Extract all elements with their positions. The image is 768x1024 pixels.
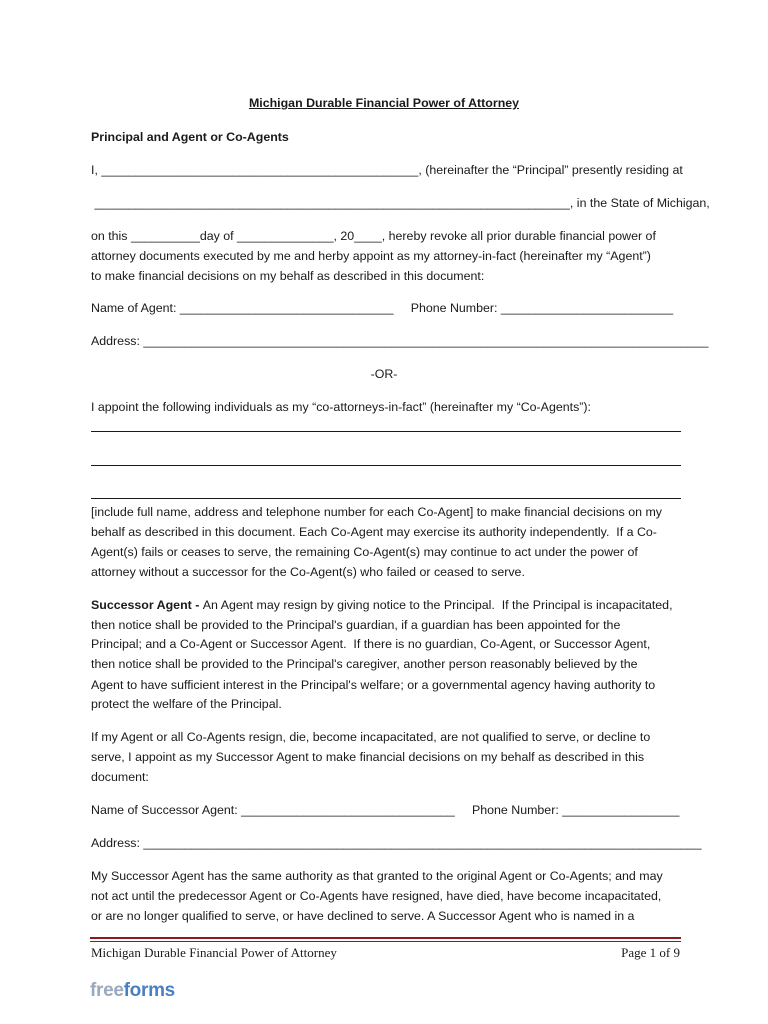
agent-name-line: Name of Agent: _______________________________ Phone Number: _________________________ [91, 301, 674, 315]
footer-rule-thin [90, 941, 681, 942]
successor-line-1 [91, 595, 691, 615]
authority-line-1: My Successor Agent has the same authority as that granted to the original Agent or Co-Agents; and may [91, 869, 663, 883]
coagents-para-2: behalf as described in this document. Each Co-Agent may exercise its authority independently. If a Co- [91, 525, 657, 539]
or-separator: -OR- [370, 367, 398, 381]
footer-rule-thick [90, 937, 681, 939]
authority-line-2: not act until the predecessor Agent or Co-Agents have resigned, have died, have become incapacitated, [91, 889, 662, 903]
successor-address-line: Address: _________________________________________________________________________________ [91, 836, 702, 850]
coagent-blank-line-1 [91, 431, 681, 432]
coagent-blank-line-2 [91, 465, 681, 466]
document-title: Michigan Durable Financial Power of Attorney [248, 96, 520, 110]
successor-name-line: Name of Successor Agent: _______________________________ Phone Number: _________________ [91, 803, 680, 817]
successor-text-1: An Agent may resign by giving notice to the Principal. If the Principal is incapacitated, [202, 598, 673, 612]
coagents-para-3: Agent(s) fails or ceases to serve, the remaining Co-Agent(s) may continue to act under the power of [91, 545, 638, 559]
agent-address-line: Address: __________________________________________________________________________________ [91, 334, 709, 348]
successor-line-6: protect the welfare of the Principal. [91, 697, 282, 711]
successor-line-4: then notice shall be provided to the Principal's caregiver, another person reasonably believed by the [91, 657, 638, 671]
principal-line-1: I, ______________________________________________, (hereinafter the “Principal” presently residing at [91, 163, 683, 177]
footer-page-number: Page 1 of 9 [621, 945, 680, 960]
successor-label: Successor Agent - [91, 598, 203, 612]
principal-line-2: _____________________________________________________________________, in the State of Michigan, [91, 196, 710, 210]
resign-line-3: document: [91, 770, 149, 784]
logo-part-forms: forms [123, 980, 175, 1001]
resign-line-1: If my Agent or all Co-Agents resign, die, become incapacitated, are not qualified to serve, or decline to [91, 730, 651, 744]
successor-line-5: Agent to have sufficient interest in the Principal's welfare; or a governmental agency having authority to [91, 678, 656, 692]
coagents-para-1: [include full name, address and telephone number for each Co-Agent] to make financial decisions on my [91, 505, 662, 519]
date-line-2: attorney documents executed by me and herby appoint as my attorney-in-fact (hereinafter my “Agent”) [91, 249, 651, 263]
coagent-blank-line-3 [91, 498, 681, 499]
freeforms-logo[interactable] [90, 979, 175, 1003]
coagents-para-4: attorney without a successor for the Co-Agent(s) who failed or ceased to serve. [91, 565, 525, 579]
successor-line-2: then notice shall be provided to the Principal's guardian, if a guardian has been appointed for the [91, 618, 621, 632]
date-line-1: on this __________day of ______________, 20____, hereby revoke all prior durable financial power of [91, 229, 656, 243]
date-line-3: to make financial decisions on my behalf as described in this document: [91, 269, 485, 283]
resign-line-2: serve, I appoint as my Successor Agent to make financial decisions on my behalf as described in this [91, 750, 645, 764]
successor-line-3: Principal; and a Co-Agent or Successor Agent. If there is no guardian, Co-Agent, or Successor Agent, [91, 637, 651, 651]
coagents-intro: I appoint the following individuals as my “co-attorneys-in-fact” (hereinafter my “Co-Agents”): [91, 400, 591, 414]
authority-line-3: or are no longer qualified to serve, or have declined to serve. A Successor Agent who is named in a [91, 909, 635, 923]
logo-part-free: free [90, 980, 124, 1001]
section-heading: Principal and Agent or Co-Agents [91, 130, 289, 144]
footer-title: Michigan Durable Financial Power of Attorney [91, 945, 337, 960]
